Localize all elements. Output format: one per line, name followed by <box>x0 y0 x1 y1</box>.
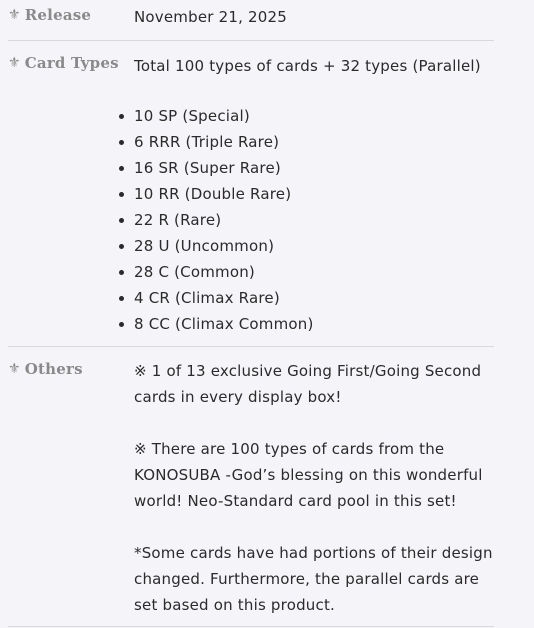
fleur-de-lis-icon: ⚜ <box>8 55 21 71</box>
others-note-2: ※ There are 100 types of cards from the KONOSUBA -God’s blessing on this wonderful world! Neo-Standard card pool in this set! <box>134 440 483 510</box>
list-item <box>134 103 494 129</box>
list-item-text: 8 CC (Climax Common) <box>134 315 314 333</box>
others-value <box>134 358 494 618</box>
release-label <box>8 6 91 24</box>
list-item-text: 28 C (Common) <box>134 263 255 281</box>
bullet <box>119 270 124 275</box>
bullet <box>119 192 124 197</box>
bullet <box>119 244 124 249</box>
list-item <box>134 129 494 155</box>
bullet <box>119 140 124 145</box>
fleur-de-lis-icon: ⚜ <box>8 7 21 23</box>
list-item-text: 10 RR (Double Rare) <box>134 185 292 203</box>
card-types-summary: Total 100 types of cards + 32 types (Parallel) <box>134 57 481 75</box>
card-types-list <box>134 103 494 337</box>
list-item <box>134 259 494 285</box>
card-types-label <box>8 54 119 72</box>
others-note-1: ※ 1 of 13 exclusive Going First/Going Second cards in every display box! <box>134 362 482 406</box>
bullet <box>119 296 124 301</box>
divider <box>8 626 494 627</box>
list-item-text: 22 R (Rare) <box>134 211 222 229</box>
bullet <box>119 166 124 171</box>
list-item-text: 10 SP (Special) <box>134 107 250 125</box>
list-item-text: 4 CR (Climax Rare) <box>134 289 280 307</box>
list-item <box>134 233 494 259</box>
others-label-text: Others <box>24 360 83 378</box>
others-label <box>8 360 83 378</box>
list-item <box>134 155 494 181</box>
bullet <box>119 114 124 119</box>
release-date: November 21, 2025 <box>134 8 287 26</box>
divider <box>8 346 494 347</box>
fleur-de-lis-icon: ⚜ <box>8 361 21 377</box>
bullet <box>119 322 124 327</box>
list-item <box>134 311 494 337</box>
bullet <box>119 218 124 223</box>
others-note-3: *Some cards have had portions of their design changed. Furthermore, the parallel cards are set based on this product. <box>134 544 493 614</box>
card-types-label-text: Card Types <box>24 54 119 72</box>
list-item-text: 16 SR (Super Rare) <box>134 159 281 177</box>
card-types-value <box>134 53 494 337</box>
list-item <box>134 285 494 311</box>
list-item-text: 28 U (Uncommon) <box>134 237 275 255</box>
divider <box>8 40 494 41</box>
list-item <box>134 207 494 233</box>
list-item <box>134 181 494 207</box>
list-item-text: 6 RRR (Triple Rare) <box>134 133 280 151</box>
release-label-text: Release <box>24 6 92 24</box>
